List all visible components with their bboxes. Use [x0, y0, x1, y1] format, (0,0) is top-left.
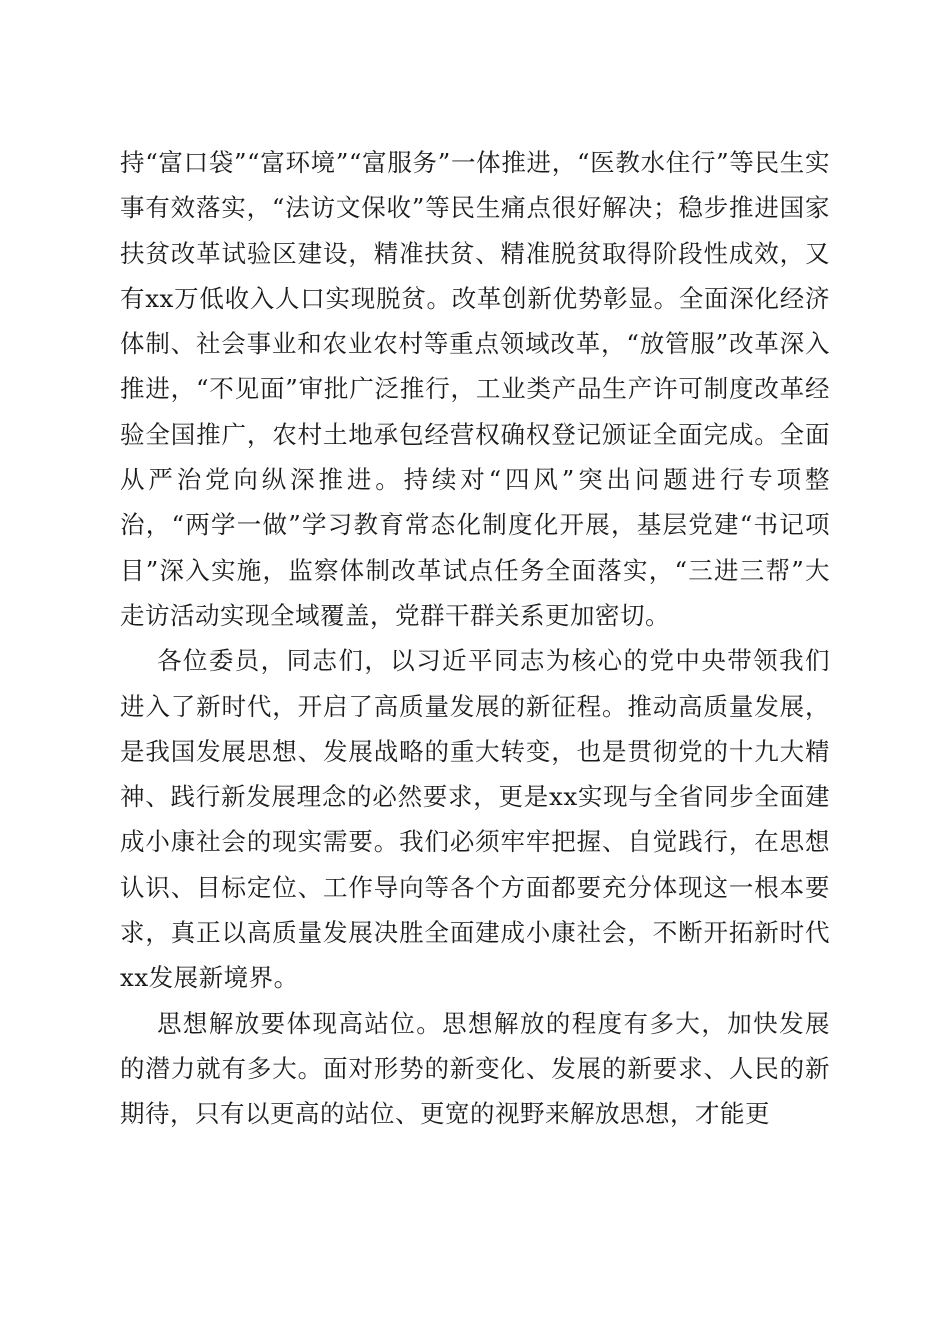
- paragraph-3: 思想解放要体现高站位。思想解放的程度有多大，加快发展的潜力就有多大。面对形势的新变化、发展的新要求、人民的新期待，只有以更高的站位、更宽的视野来解放思想，才能更: [120, 1008, 830, 1129]
- document-body: [120, 140, 830, 1137]
- paragraph-2: 各位委员，同志们，以习近平同志为核心的党中央带领我们进入了新时代，开启了高质量发展的新征程。推动高质量发展，是我国发展思想、发展战略的重大转变，也是贯彻党的十九大精神、践行新发展理念的必然要求，更是xx实现与全省同步全面建成小康社会的现实需要。我们必须牢牢把握、自觉践行，在思想认识、目标定位、工作导向等各个方面都要充分体现这一根本要求，真正以高质量发展决胜全面建成小康社会，不断开拓新时代xx发展新境界。: [120, 646, 830, 993]
- paragraph-1: 持“富口袋”“富环境”“富服务”一体推进，“医教水住行”等民生实事有效落实，“法访文保收”等民生痛点很好解决；稳步推进国家扶贫改革试验区建设，精准扶贫、精准脱贫取得阶段性成效，又有xx万低收入人口实现脱贫。改革创新优势彰显。全面深化经济体制、社会事业和农业农村等重点领域改革，“放管服”改革深入推进，“不见面”审批广泛推行，工业类产品生产许可制度改革经验全国推广，农村土地承包经营权确权登记颁证全面完成。全面从严治党向纵深推进。持续对“四风”突出问题进行专项整治，“两学一做”学习教育常态化制度化开展，基层党建“书记项目”深入实施，监察体制改革试点任务全面落实，“三进三帮”大走访活动实现全域覆盖，党群干群关系更加密切。: [120, 148, 830, 630]
